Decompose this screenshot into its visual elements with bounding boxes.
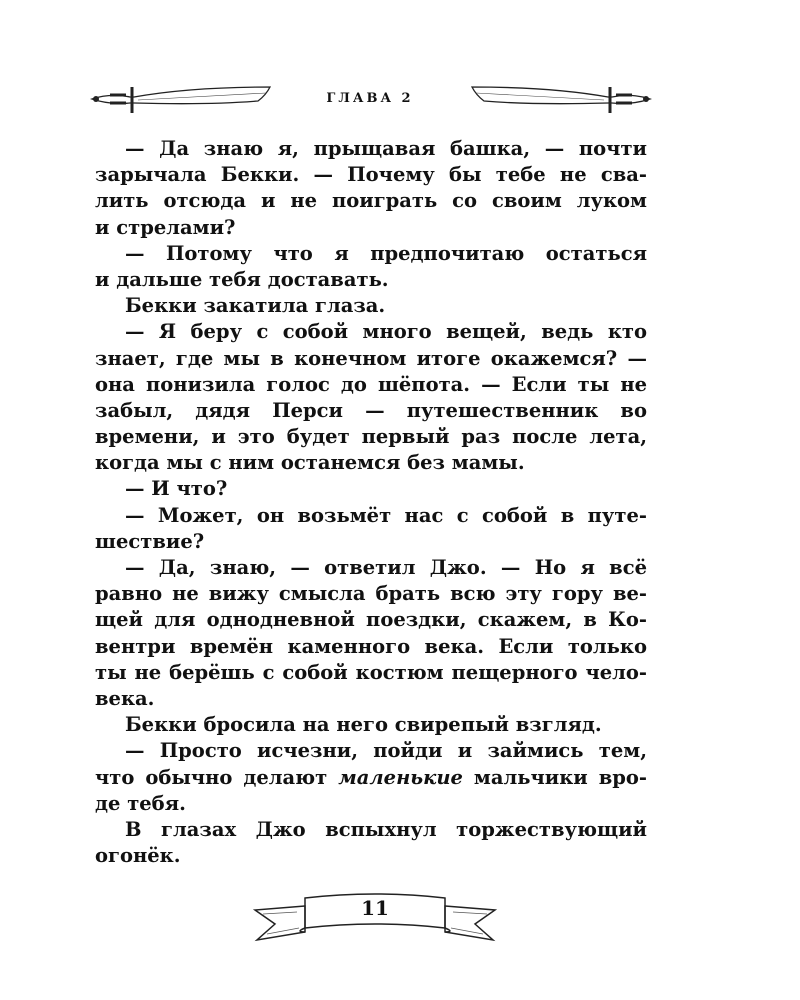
text-line: — Да знаю я, прыщавая башка, — почти	[125, 137, 647, 160]
text-line: — Да, знаю, — ответил Джо. — Но я всё	[125, 556, 647, 579]
text-line: — Я беру с собой много вещей, ведь кто	[125, 320, 647, 344]
text-line: — И что?	[125, 477, 228, 501]
text-line: — Просто исчезни, пойди и займись тем,	[125, 739, 647, 763]
text-line: знает, где мы в конечном итоге окажемся? —	[95, 346, 647, 370]
text-segment: мальчики вро-	[462, 765, 647, 789]
text-line: де тебя.	[95, 791, 186, 815]
page-number: 11	[361, 896, 389, 920]
text-line: — Потому что я предпочитаю остаться	[125, 241, 647, 265]
text-line: и дальше тебя доставать.	[95, 267, 389, 291]
text-line: когда мы с ним останемся без мамы.	[95, 451, 525, 475]
chapter-header	[0, 75, 800, 120]
text-line: — Может, он возьмёт нас с собой в путе-	[125, 503, 647, 527]
text-segment: что обычно делают	[95, 765, 339, 789]
text-line: она понизила голос до шёпота. — Если ты не	[95, 372, 647, 396]
text-line	[95, 765, 647, 791]
text-line: зарычала Бекки. — Почему бы тебе не сва-	[95, 163, 647, 187]
page-footer	[245, 888, 505, 954]
text-line: Бекки закатила глаза.	[125, 294, 386, 318]
text-line: щей для однодневной поездки, скажем, в Ко-	[95, 608, 647, 632]
text-line: забыл, дядя Перси — путешественник во	[95, 398, 647, 422]
text-line: лить отсюда и не поиграть со своим луком	[95, 189, 647, 213]
text-line: огонёк.	[95, 844, 181, 868]
sword-right-icon	[452, 75, 652, 120]
chapter-title: ГЛАВА 2	[326, 91, 414, 106]
text-line: вентри времён каменного века. Если только	[95, 634, 647, 658]
text-line: века.	[95, 686, 155, 710]
sword-left-icon	[90, 75, 290, 120]
text-line: времени, и это будет первый раз после лета,	[95, 425, 647, 449]
text-line: ты не берёшь с собой костюм пещерного чело-	[95, 660, 647, 684]
text-line: равно не вижу смысла брать всю эту гору ве-	[95, 582, 647, 606]
text-line: и стрелами?	[95, 215, 236, 239]
body-text	[95, 136, 647, 869]
text-line: В глазах Джо вспыхнул торжествующий	[125, 817, 647, 841]
text-line: шествие?	[95, 529, 205, 553]
italic-word: маленькие	[338, 765, 463, 789]
text-line: Бекки бросила на него свирепый взгляд.	[125, 713, 602, 737]
